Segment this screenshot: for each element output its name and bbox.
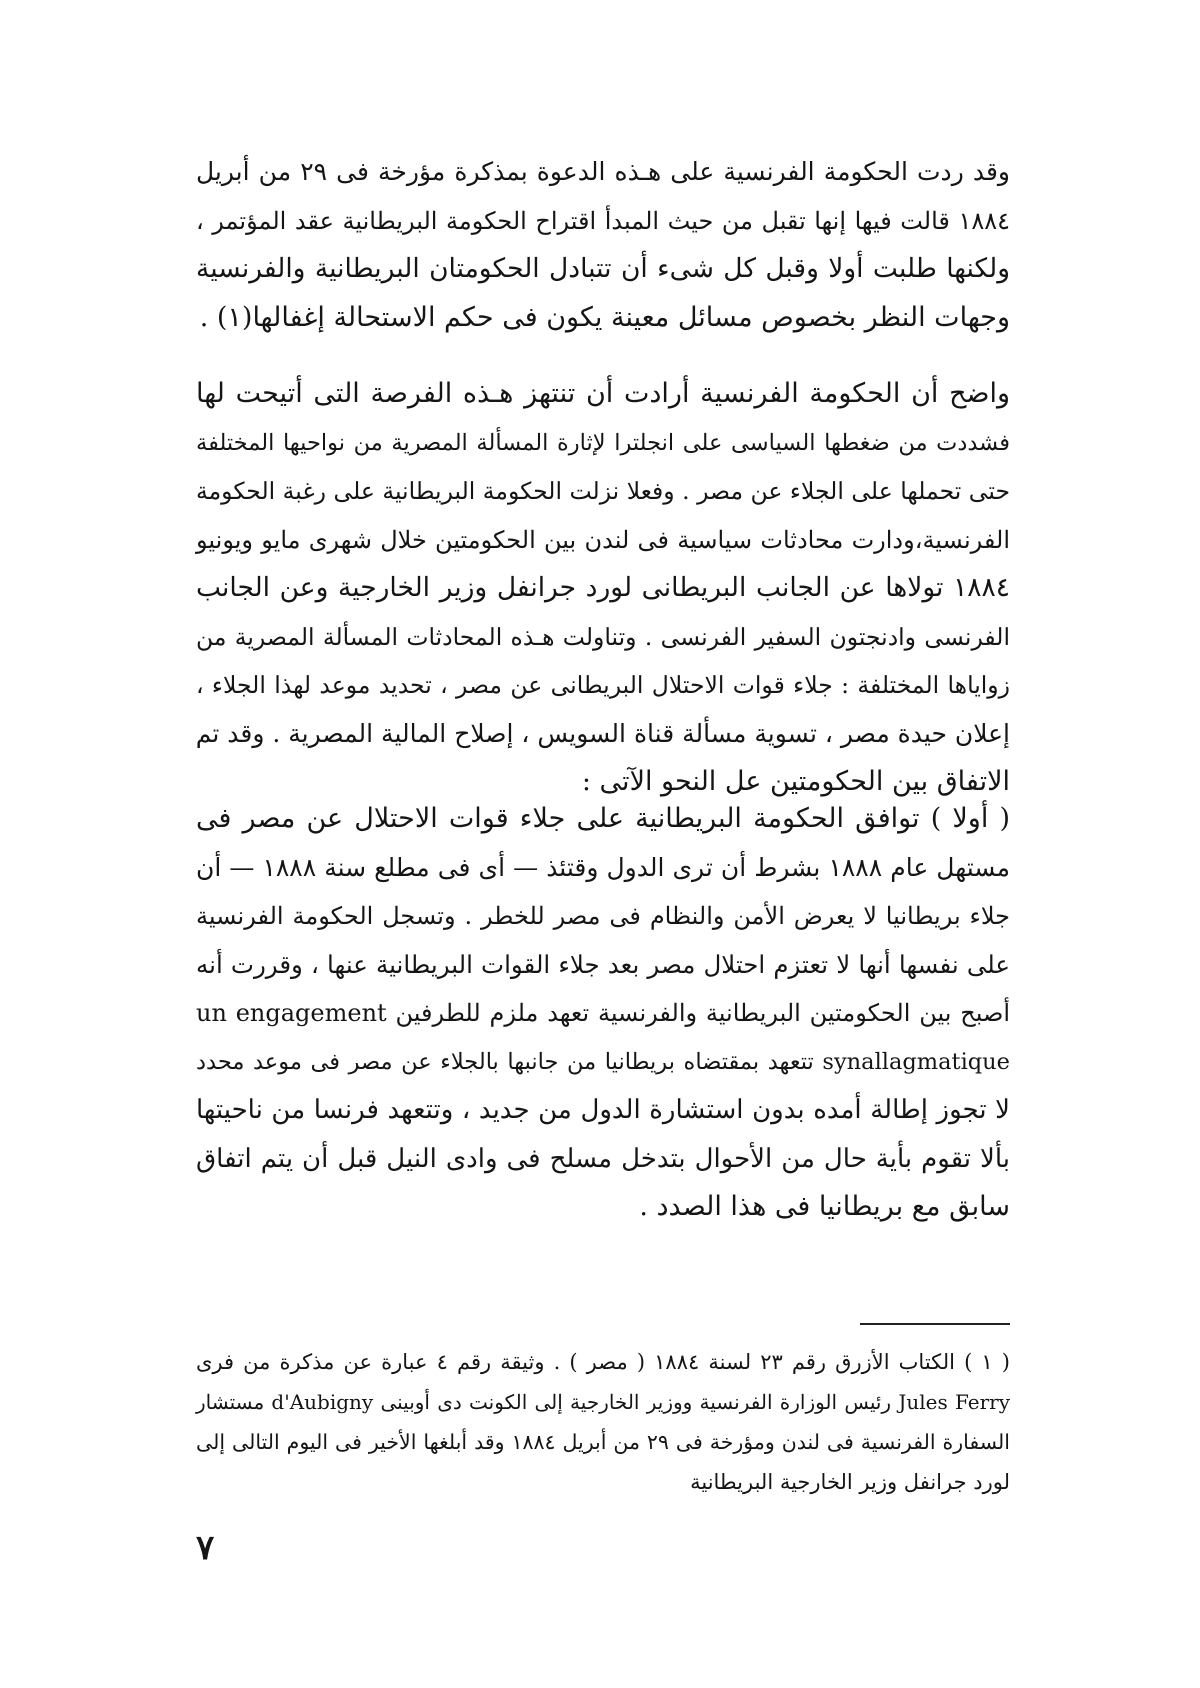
paragraph-2 bbox=[196, 370, 1010, 807]
page-number: ٧ bbox=[196, 1528, 215, 1568]
text-line: حتى تحملها على الجلاء عن مصر . وفعلا نزلت الحكومة البريطانية على رغبة الحكومة bbox=[196, 477, 1010, 505]
paragraph-3 bbox=[196, 795, 1010, 1232]
footnote-line: السفارة الفرنسية فى لندن ومؤرخة فى ٢٩ من أبريل ١٨٨٤ وقد أبلغها الأخير فى اليوم التالى إلى bbox=[196, 1430, 1010, 1454]
text-line: وقد ردت الحكومة الفرنسية على هـذه الدعوة بمذكرة مؤرخة فى ٢٩ من أبريل bbox=[196, 157, 1011, 186]
paragraph-1 bbox=[196, 148, 1010, 342]
footnote-line: ( ١ ) الكتاب الأزرق رقم ٢٣ لسنة ١٨٨٤ ( مصر ) . وثيقة رقم ٤ عبارة عن مذكرة من فرى bbox=[196, 1350, 1010, 1374]
text-line: synallagmatique تتعهد بمقتضاه بريطانيا من جانبها بالجلاء عن مصر فى موعد محدد bbox=[196, 1048, 1010, 1075]
footnote bbox=[196, 1342, 1010, 1502]
text-line: جلاء بريطانيا لا يعرض الأمن والنظام فى مصر للخطر . وتسجل الحكومة الفرنسية bbox=[196, 902, 1010, 930]
text-line: الاتفاق بين الحكومتين عل النحو الآتى : bbox=[581, 766, 1010, 797]
text-line: لا تجوز إطالة أمده بدون استشارة الدول من جديد ، وتتعهد فرنسا من ناحيتها bbox=[196, 1095, 1010, 1125]
footnote-line: لورد جرانفل وزير الخارجية البريطانية bbox=[690, 1470, 1010, 1494]
footnote-divider bbox=[860, 1323, 1010, 1325]
text-line: زواياها المختلفة : جلاء قوات الاحتلال البريطانى عن مصر ، تحديد موعد لهذا الجلاء ، bbox=[196, 671, 1010, 699]
text-line: الفرنسى وادنجتون السفير الفرنسى . وتناولت هـذه المحادثات المسألة المصرية من bbox=[196, 622, 1010, 651]
text-line: فشددت من ضغطها السياسى على انجلترا لإثارة المسألة المصرية من نواحيها المختلفة bbox=[196, 429, 1010, 456]
text-line: بألا تقوم بأية حال من الأحوال بتدخل مسلح فى وادى النيل قبل أن يتم اتفاق bbox=[196, 1143, 1010, 1174]
text-line: وجهات النظر بخصوص مسائل معينة يكون فى حكم الاستحالة إغفالها(١) . bbox=[199, 301, 1010, 333]
text-line: ( أولا ) توافق الحكومة البريطانية على جلاء قوات الاحتلال عن مصر فى bbox=[196, 803, 1010, 834]
text-line: على نفسها أنها لا تعتزم احتلال مصر بعد جلاء القوات البريطانية عنها ، وقررت أنه bbox=[196, 949, 1010, 979]
text-line: سابق مع بريطانيا فى هذا الصدد . bbox=[639, 1191, 1010, 1222]
text-line: واضح أن الحكومة الفرنسية أرادت أن تنتهز هـذه الفرصة التى أتيحت لها bbox=[196, 378, 1010, 409]
text-line: ١٨٨٤ تولاها عن الجانب البريطانى لورد جرانفل وزير الخارجية وعن الجانب bbox=[196, 572, 1010, 603]
text-line: مستهل عام ١٨٨٨ بشرط أن ترى الدول وقتئذ — أى فى مطلع سنة ١٨٨٨ — أن bbox=[196, 852, 1010, 882]
footnote-line: Jules Ferry رئيس الوزارة الفرنسية ووزير الخارجية إلى الكونت دى أوبينى d'Aubigny مستشار bbox=[196, 1390, 1010, 1414]
text-line: ولكنها طلبت أولا وقبل كل شىء أن تتبادل الحكومتان البريطانية والفرنسية bbox=[196, 253, 1010, 284]
text-line: إعلان حيدة مصر ، تسوية مسألة قناة السويس ، إصلاح المالية المصرية . وقد تم bbox=[195, 718, 1010, 748]
text-line: ١٨٨٤ قالت فيها إنها تقبل من حيث المبدأ اقتراح الحكومة البريطانية عقد المؤتمر ، bbox=[196, 206, 1010, 235]
text-line: أصبح بين الحكومتين البريطانية والفرنسية تعهد ملزم للطرفين un engagement bbox=[196, 999, 1010, 1027]
text-line: الفرنسية،ودارت محادثات سياسية فى لندن بين الحكومتين خلال شهرى مايو ويونيو bbox=[196, 525, 1010, 554]
